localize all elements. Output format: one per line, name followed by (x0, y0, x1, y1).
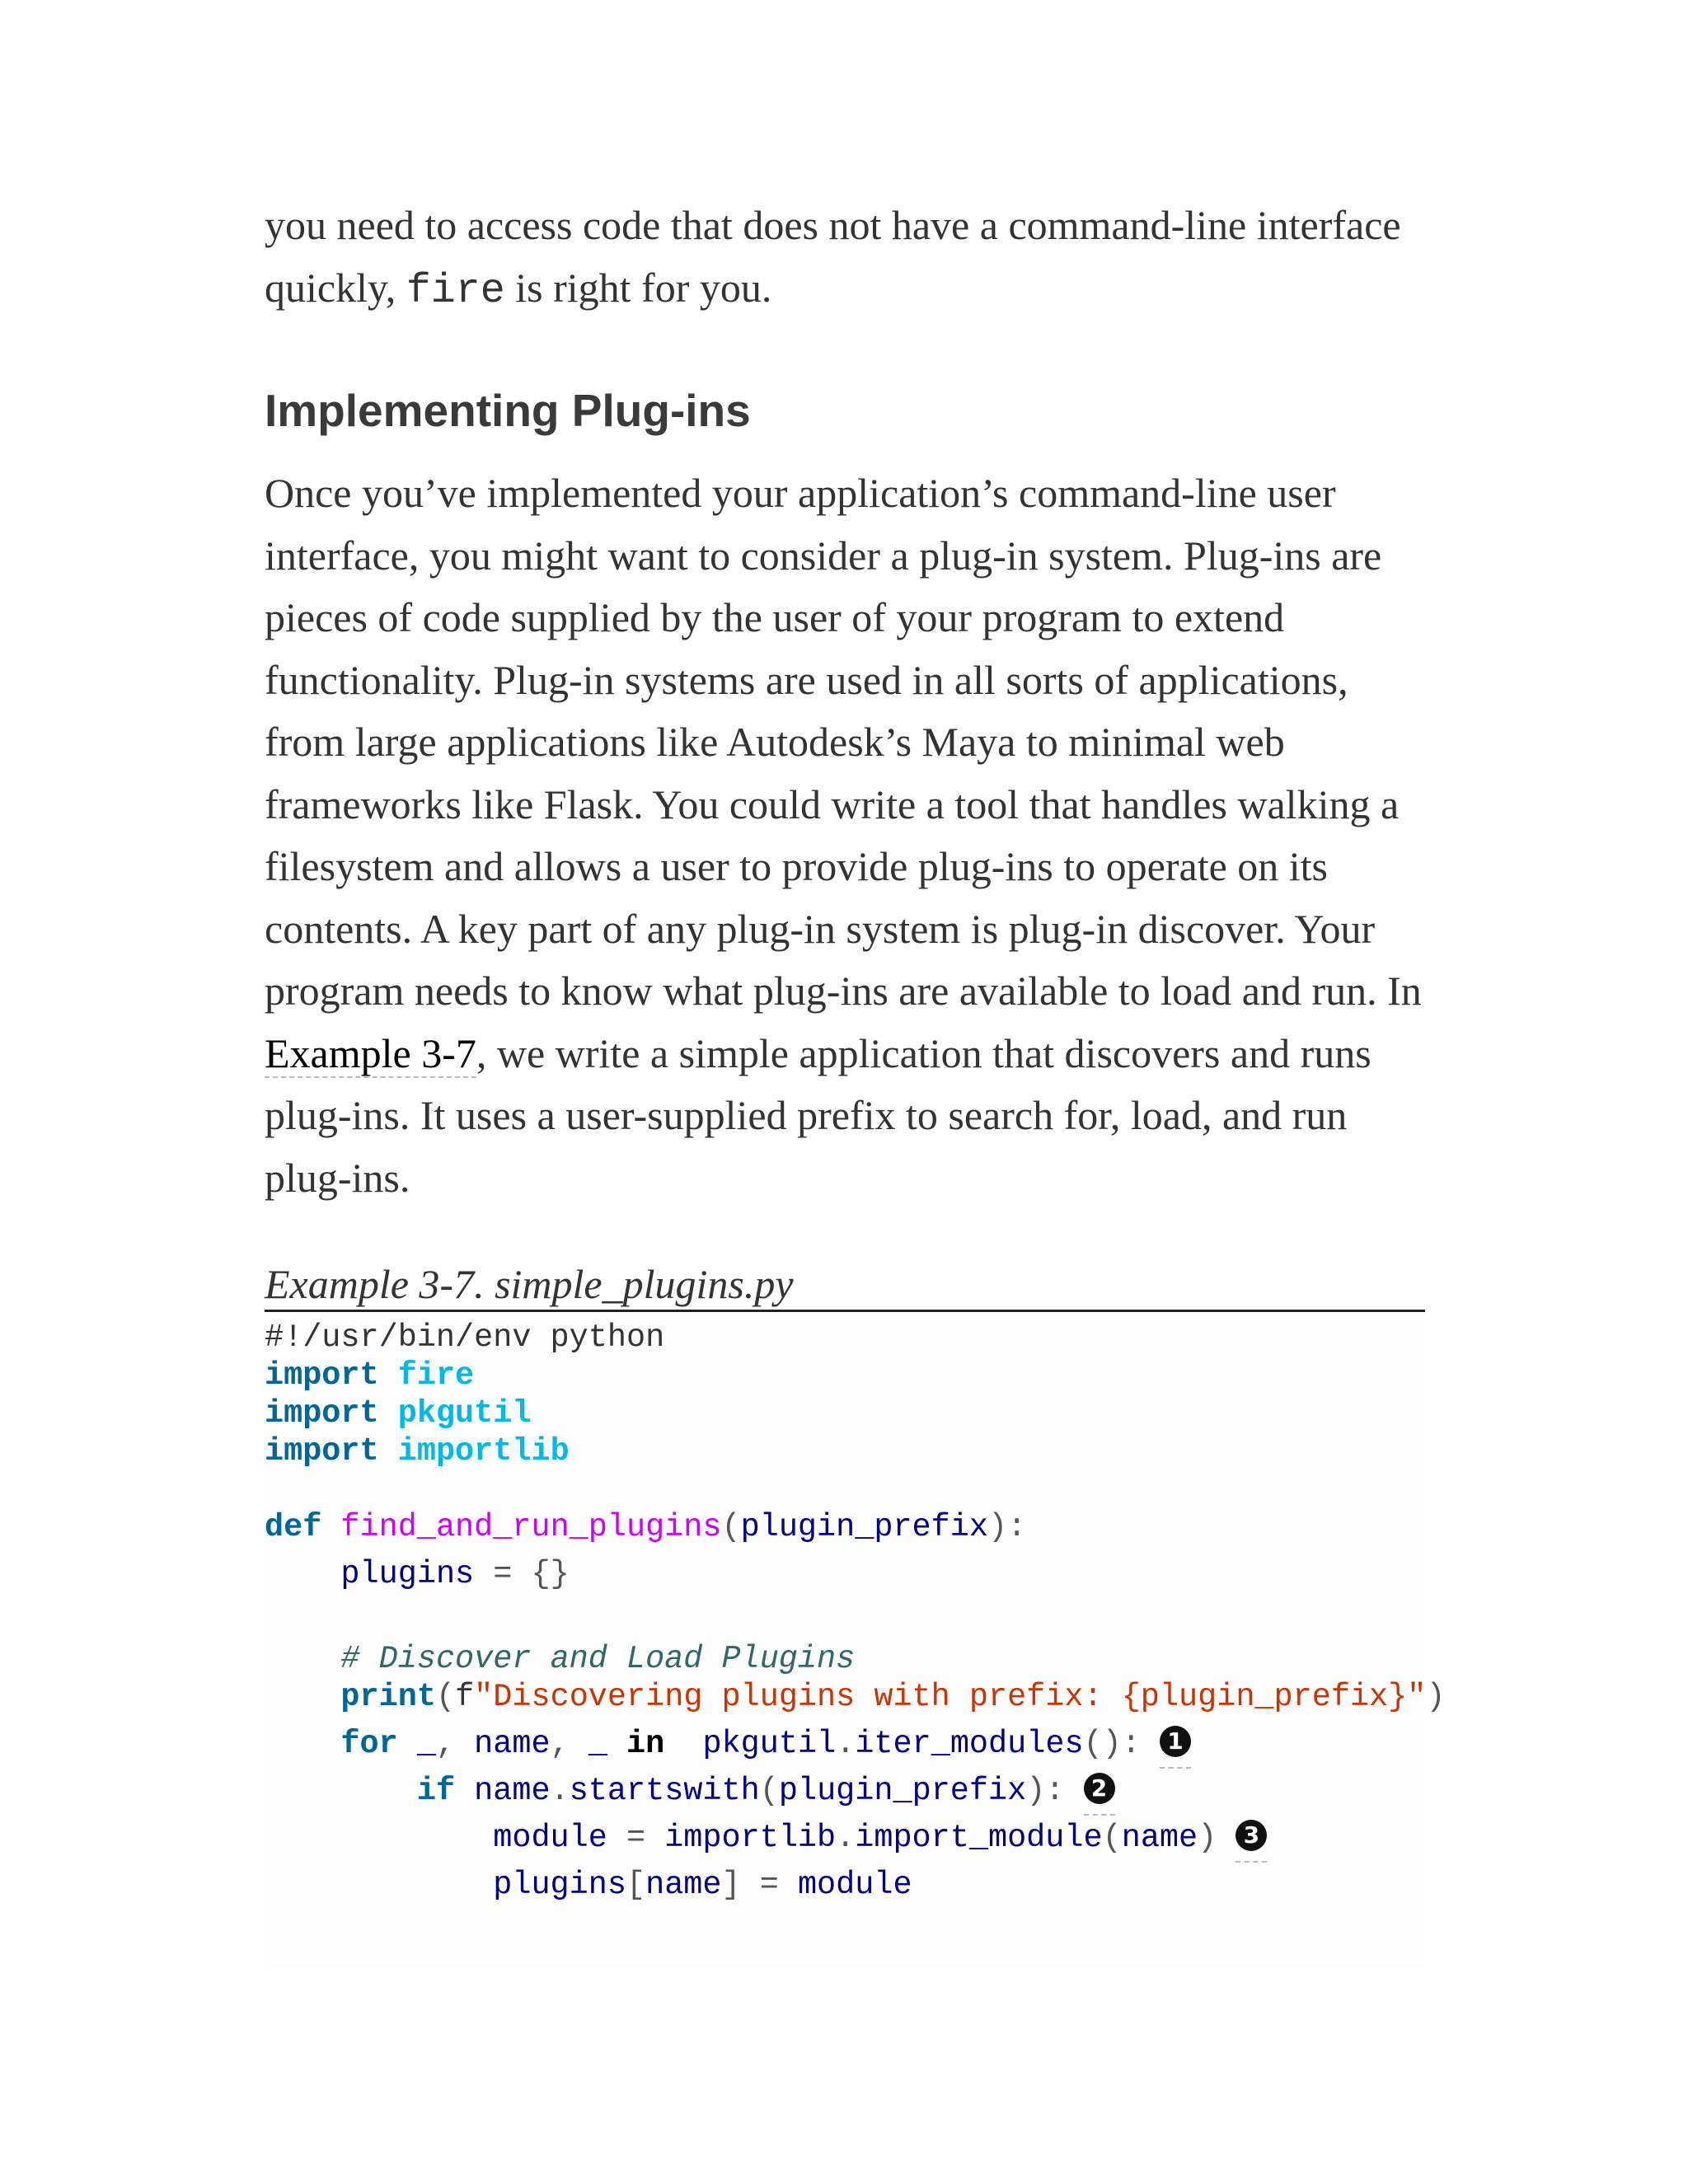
method-name: iter_modules (855, 1726, 1084, 1762)
import-keyword: import (265, 1433, 379, 1469)
code-line (265, 1640, 1425, 1678)
method-name: startswith (569, 1773, 760, 1809)
intro-paragraph (265, 194, 1425, 322)
variable-name: module (493, 1820, 607, 1856)
code-line (265, 1357, 1425, 1394)
callout-2-icon[interactable]: 2 (1084, 1773, 1115, 1804)
print-builtin: print (340, 1679, 436, 1715)
code-line (265, 1394, 1425, 1432)
body-text-end: , we write a simple application that discovers and runs plug-ins. It uses a user-supplied prefix to search for, load, and run plug-ins. (265, 1029, 1372, 1201)
function-name: find_and_run_plugins (340, 1509, 722, 1545)
code-line: if name.startswith(plugin_prefix): 2 (265, 1772, 1425, 1819)
intro-text-start: you need to access code that does not have a command-line interface quickly, (265, 202, 1401, 311)
variable-name: _ (416, 1726, 436, 1762)
code-line: module = importlib.import_module(name) 3 (265, 1819, 1425, 1866)
code-line: for _, name, _ in pkgutil.iter_modules(): 1 (265, 1725, 1425, 1772)
code-comment: # Discover and Load Plugins (340, 1641, 856, 1677)
import-keyword: import (265, 1357, 379, 1394)
variable-name: pkgutil (702, 1726, 837, 1762)
shebang-line: #!/usr/bin/env python (265, 1319, 665, 1356)
code-line: print(f"Discovering plugins with prefix: {plugin_prefix}") (340, 1679, 1446, 1715)
intro-text-end: is right for you. (504, 264, 772, 311)
example-caption: Example 3-7. simple_plugins.py (265, 1258, 1425, 1312)
example-3-7-link[interactable]: Example 3-7 (265, 1029, 476, 1076)
variable-name: _ (588, 1726, 607, 1762)
import-keyword: import (265, 1395, 379, 1432)
blank-line (265, 1602, 1425, 1640)
module-name: pkgutil (397, 1395, 532, 1432)
variable-name: name (1121, 1820, 1198, 1856)
section-heading: Implementing Plug-ins (265, 385, 751, 436)
code-block (265, 1312, 1446, 1970)
body-text-start: Once you’ve implemented your application’s command-line user interface, you might want to consider a plug-in system. Plug-ins are pieces of code supplied by the user of your program to extend functionality. Plug-in systems are used in all sorts of applications, from large applications like Autodesk’s Maya to minimal web frameworks like Flask. You could write a tool that handles walking a filesystem and allows a user to provide plug-ins to operate on its contents. A key part of any plug-in system is plug-in discover. Your program needs to know what plug-ins are available to load and run. In (265, 470, 1422, 1014)
module-name: fire (397, 1357, 475, 1394)
variable-name: plugins (340, 1556, 475, 1592)
variable-name: importlib (664, 1820, 837, 1856)
variable-name: name (645, 1867, 722, 1903)
code-line (265, 1432, 1425, 1470)
code-line (265, 1319, 1425, 1357)
variable-name: plugins (493, 1867, 626, 1903)
callout-1-icon[interactable]: 1 (1160, 1726, 1191, 1757)
for-keyword: for (340, 1726, 398, 1762)
module-name: importlib (397, 1433, 570, 1469)
string-literal: "Discovering plugins with prefix: {plugin_prefix}" (474, 1679, 1427, 1715)
def-keyword: def (265, 1509, 322, 1545)
code-line: plugins = {} (340, 1556, 570, 1592)
if-keyword: if (416, 1773, 456, 1809)
variable-name: name (474, 1726, 551, 1762)
parameter-name: plugin_prefix (778, 1773, 1027, 1809)
parameter-name: plugin_prefix (740, 1509, 988, 1545)
callout-3-icon[interactable]: 3 (1236, 1820, 1267, 1851)
blank-line (265, 1470, 1425, 1508)
in-keyword: in (626, 1726, 665, 1762)
variable-name: module (797, 1867, 912, 1903)
variable-name: name (474, 1773, 551, 1809)
fire-inline-code: fire (406, 267, 505, 315)
body-paragraph (265, 462, 1425, 1209)
fstring-prefix: f (455, 1679, 475, 1715)
method-name: import_module (855, 1820, 1103, 1856)
page-content (265, 194, 1446, 1970)
code-line: def find_and_run_plugins(plugin_prefix): (265, 1509, 1027, 1545)
code-line: plugins[name] = module (493, 1867, 912, 1903)
